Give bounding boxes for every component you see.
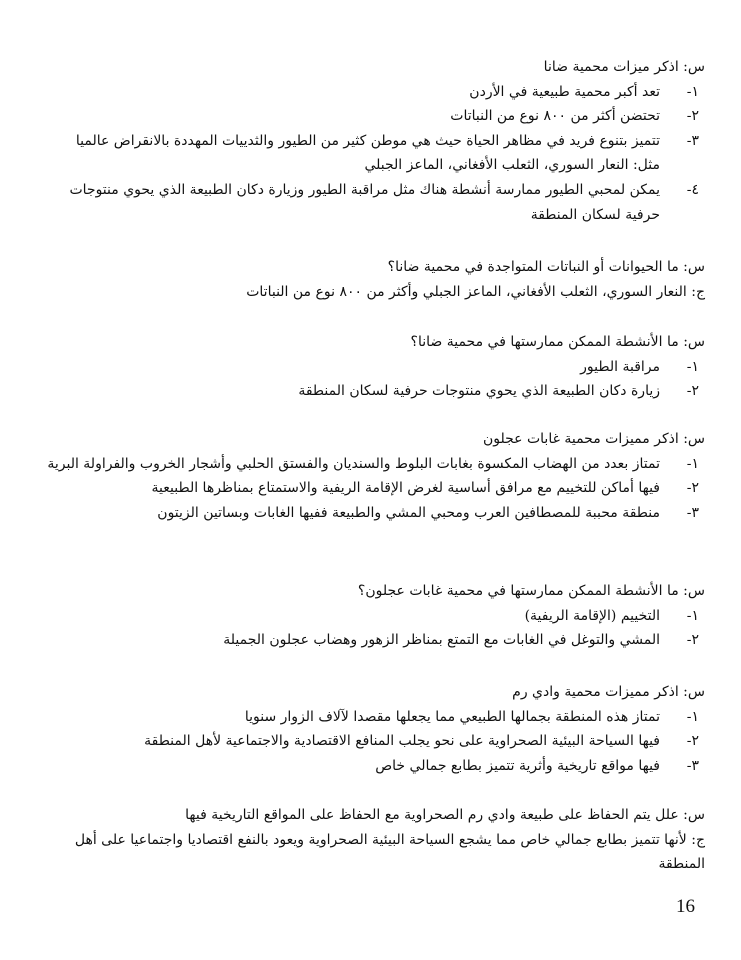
list-item-text: المشي والتوغل في الغابات مع التمتع بمناظر الزهور وهضاب عجلون الجميلة (223, 632, 660, 649)
list-item (46, 729, 705, 754)
question: س: علل يتم الحفاظ على طبيعة وادي رم الصحراوية مع الحفاظ على المواقع التاريخية فيها (185, 807, 705, 823)
question: س: اذكر مميزات محمية وادي رم (512, 684, 705, 700)
list-item (46, 754, 705, 779)
qa-section (46, 255, 705, 304)
qa-section (46, 680, 705, 778)
question: س: ما الأنشطة الممكن ممارستها في محمية ضانا؟ (410, 334, 705, 350)
list-item-number: ٣- (686, 132, 699, 149)
list-item-number: ١- (686, 455, 699, 472)
list-item (46, 104, 705, 129)
list-item-text: تتميز بتنوع فريد في مظاهر الحياة حيث هي موطن كثير من الطيور والثدييات المهددة بالانقراض عالميا مثل: النعار السوري، الثعلب الأفغاني، الماعز الجبلي (75, 132, 660, 174)
question: س: اذكر ميزات محمية ضانا (543, 59, 705, 75)
list-item-number: ٢- (686, 733, 699, 750)
list-item-number: ٤- (686, 181, 699, 198)
qa-section (46, 427, 705, 525)
list-item (46, 705, 705, 730)
list-item (46, 178, 705, 227)
list-item-text: فيها مواقع تاريخية وأثرية تتميز بطابع جمالي خاص (375, 757, 660, 774)
list-item (46, 628, 705, 653)
question: س: ما الأنشطة الممكن ممارستها في محمية غابات عجلون؟ (357, 583, 705, 599)
list-item-number: ٣- (686, 504, 699, 521)
list-item-number: ٣- (686, 757, 699, 774)
list-item (46, 129, 705, 178)
list-item (46, 80, 705, 105)
list-item-text: فيها أماكن للتخييم مع مرافق أساسية لغرض الإقامة الريفية والاستمتاع بمناظرها الطبيعية (151, 480, 660, 497)
list-item-number: ١- (686, 83, 699, 100)
list-item-number: ٢- (686, 108, 699, 125)
qa-section (46, 55, 705, 227)
list-item-text: التخييم (الإقامة الريفية) (524, 607, 660, 624)
list-item-text: زيارة دكان الطبيعة الذي يحوي منتوجات حرفية لسكان المنطقة (298, 383, 660, 400)
list-item (46, 501, 705, 526)
qa-section (46, 330, 705, 404)
qa-section (46, 803, 705, 877)
list-item (46, 452, 705, 477)
list-item-text: تحتضن أكثر من ٨٠٠ نوع من النباتات (450, 108, 660, 125)
list-item-text: يمكن لمحبي الطيور ممارسة أنشطة هناك مثل مراقبة الطيور وزيارة دكان الطبيعة الذي يحوي منتوجات حرفية لسكان المنطقة (69, 181, 660, 223)
list-item-number: ٢- (686, 632, 699, 649)
list-item-text: تعد أكبر محمية طبيعية في الأردن (469, 83, 660, 100)
list-item (46, 476, 705, 501)
qa-section (46, 579, 705, 653)
page-number: 16 (676, 896, 695, 917)
list-item-number: ٢- (686, 383, 699, 400)
list-item (46, 604, 705, 629)
list-item-number: ١- (686, 708, 699, 725)
list-item-text: فيها السياحة البيئية الصحراوية على نحو يجلب المنافع الاقتصادية والاجتماعية لأهل المنطقة (144, 733, 660, 750)
question: س: ما الحيوانات أو النباتات المتواجدة في محمية ضانا؟ (387, 259, 705, 275)
list-item (46, 355, 705, 380)
question: س: اذكر مميزات محمية غابات عجلون (482, 431, 705, 447)
list-item (46, 379, 705, 404)
list-item-text: تمتاز بعدد من الهضاب المكسوة بغابات البلوط والسنديان والفستق الحلبي وأشجار الخروب والفراولة البرية (47, 455, 660, 472)
answer: ج: لأنها تتميز بطابع جمالي خاص مما يشجع السياحة البيئية الصحراوية ويعود بالنفع اقتصاديا واجتماعيا على أهل المنطقة (74, 831, 705, 873)
list-item-text: تمتاز هذه المنطقة بجمالها الطبيعي مما يجعلها مقصدا لآلاف الزوار سنويا (244, 708, 660, 725)
list-item-text: منطقة محببة للمصطافين العرب ومحبي المشي والطبيعة ففيها الغابات وبساتين الزيتون (157, 504, 660, 521)
answer: ج: النعار السوري، الثعلب الأفغاني، الماعز الجبلي وأكثر من ٨٠٠ نوع من النباتات (246, 283, 705, 300)
list-item-number: ١- (686, 607, 699, 624)
list-item-text: مراقبة الطيور (580, 358, 660, 375)
list-item-number: ٢- (686, 480, 699, 497)
list-item-number: ١- (686, 358, 699, 375)
